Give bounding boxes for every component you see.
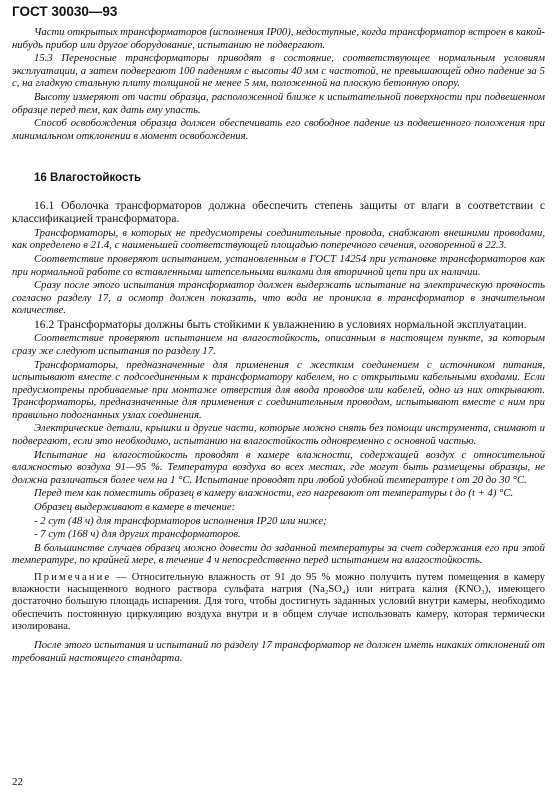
paragraph: Части открытых трансформаторов (исполнения IP00), недоступные, когда трансформатор встроен в какой-нибудь прибор или другое оборудование, испытанию не подвергают.	[12, 26, 545, 51]
paragraph: Соответствие проверяют испытанием на влагостойкость, описанным в настоящем пункте, за которым сразу же следуют испытания по разделу 17.	[12, 332, 545, 357]
paragraph: Соответствие проверяют испытанием, установленным в ГОСТ 14254 при установке трансформаторов как при нормальной работе со вставленными штепсельными вилками для вторичной цепи при их наличии.	[12, 252, 545, 278]
paragraph: Электрические детали, крышки и другие части, которые можно снять без помощи инструмента, снимают и подвергают, если это необходимо, испытанию на влагостойкость одновременно с основной частью.	[12, 422, 545, 448]
paragraph: Испытание на влагостойкость проводят в камере влажности, содержащей воздух с относительной влажностью воздуха 91—95 %. Температура воздуха во всех местах, где могут быть размещены образцы, не должна различаться более чем на 1 °С. Испытание проводят при любой удобной температуре t от 20 до 30 °С.	[12, 448, 545, 486]
paragraph: В большинстве случаев образец можно довести до заданной температуры за счет содержания его при этой температуре, по крайней мере, в течение 4 ч непосредственно перед испытанием на влагостойкость.	[12, 541, 545, 567]
paragraph: 16.2 Трансформаторы должны быть стойкими к увлажнению в условиях нормальной эксплуатации.	[34, 317, 527, 331]
paragraph: Способ освобождения образца должен обеспечивать его свободное падение из подвешенного положения при минимальном отклонении в момент освобождения.	[12, 117, 545, 142]
paragraph: Сразу после этого испытания трансформатор должен выдержать испытание на электрическую прочность согласно разделу 17, а осмотр должен показать, что вода не проникла в трансформатор в значительном количестве.	[12, 279, 545, 317]
paragraph: 16.1 Оболочка трансформаторов должна обеспечить степень защиты от влаги в соответствии с классификацией трансформатора.	[12, 198, 545, 226]
note-label: Примечание	[34, 572, 112, 583]
paragraph: Трансформаторы, в которых не предусмотрены соединительные провода, снабжают внешними проводами, как определено в 21.4, с наименьшей соответствующей площадью поперечного сечения, оговоренной в 22.3.	[12, 226, 545, 252]
document-body	[12, 26, 545, 665]
list-item: - 7 сут (168 ч) для других трансформаторов.	[34, 528, 241, 541]
list-item: - 2 сут (48 ч) для трансформаторов исполнения IP20 или ниже;	[34, 514, 327, 527]
paragraph: Высоту измеряют от части образца, расположенной ближе к испытательной поверхности при подвешенном образце перед тем, как дать ему упасть.	[12, 90, 545, 116]
closing-paragraph: После этого испытания и испытаний по разделу 17 трансформатор не должен иметь никаких отклонений от требований настоящего стандарта.	[12, 639, 545, 664]
note-text: — Относительную влажность от 91 до 95 % можно получить путем помещения в камеру влажности насыщенного водного раствора сульфата натрия (Na₂SO₄) или нитрата калия (KNO₃), имеющего достаточно большую площадь испарения. Для того, чтобы достигнуть заданных условий внутри камеры, необходимо обеспечить постоянную циркуляцию воздуха внутри и в общем случае использовать камеру, которая термически изолирована.	[12, 572, 545, 632]
note	[12, 572, 545, 633]
paragraph: 15.3 Переносные трансформаторы приводят в состояние, соответствующее нормальным условиям эксплуатации, а затем подвергают 100 падениям с высоты 40 мм с частотой, не превышающей одно падение за 5 с, на гладкую стальную плиту толщиной не менее 5 мм, положенной на плоскую бетонную опору.	[12, 52, 545, 90]
paragraph: Образец выдерживают в камере в течение:	[34, 501, 236, 514]
page-number: 22	[12, 776, 23, 788]
section-heading: 16 Влагостойкость	[34, 172, 142, 185]
standard-header: ГОСТ 30030—93	[12, 4, 118, 19]
paragraph: Перед тем как поместить образец в камеру влажности, его нагревают от температуры t до (t + 4) °С.	[34, 487, 514, 500]
paragraph: Трансформаторы, предназначенные для применения с жестким соединением с источником питания, испытывают вместе с подсоединенным к трансформатору кабелем, но с открытыми кабельными входами. Если предусмотрены пробиваемые при монтаже отверстия для ввода проводов или кабелей, одно из них открывают. Трансформаторы, предназначенные для применения с соединительным проводом, испытывают вместе с ним при правильно подогнанных узлах соединения.	[12, 358, 545, 421]
